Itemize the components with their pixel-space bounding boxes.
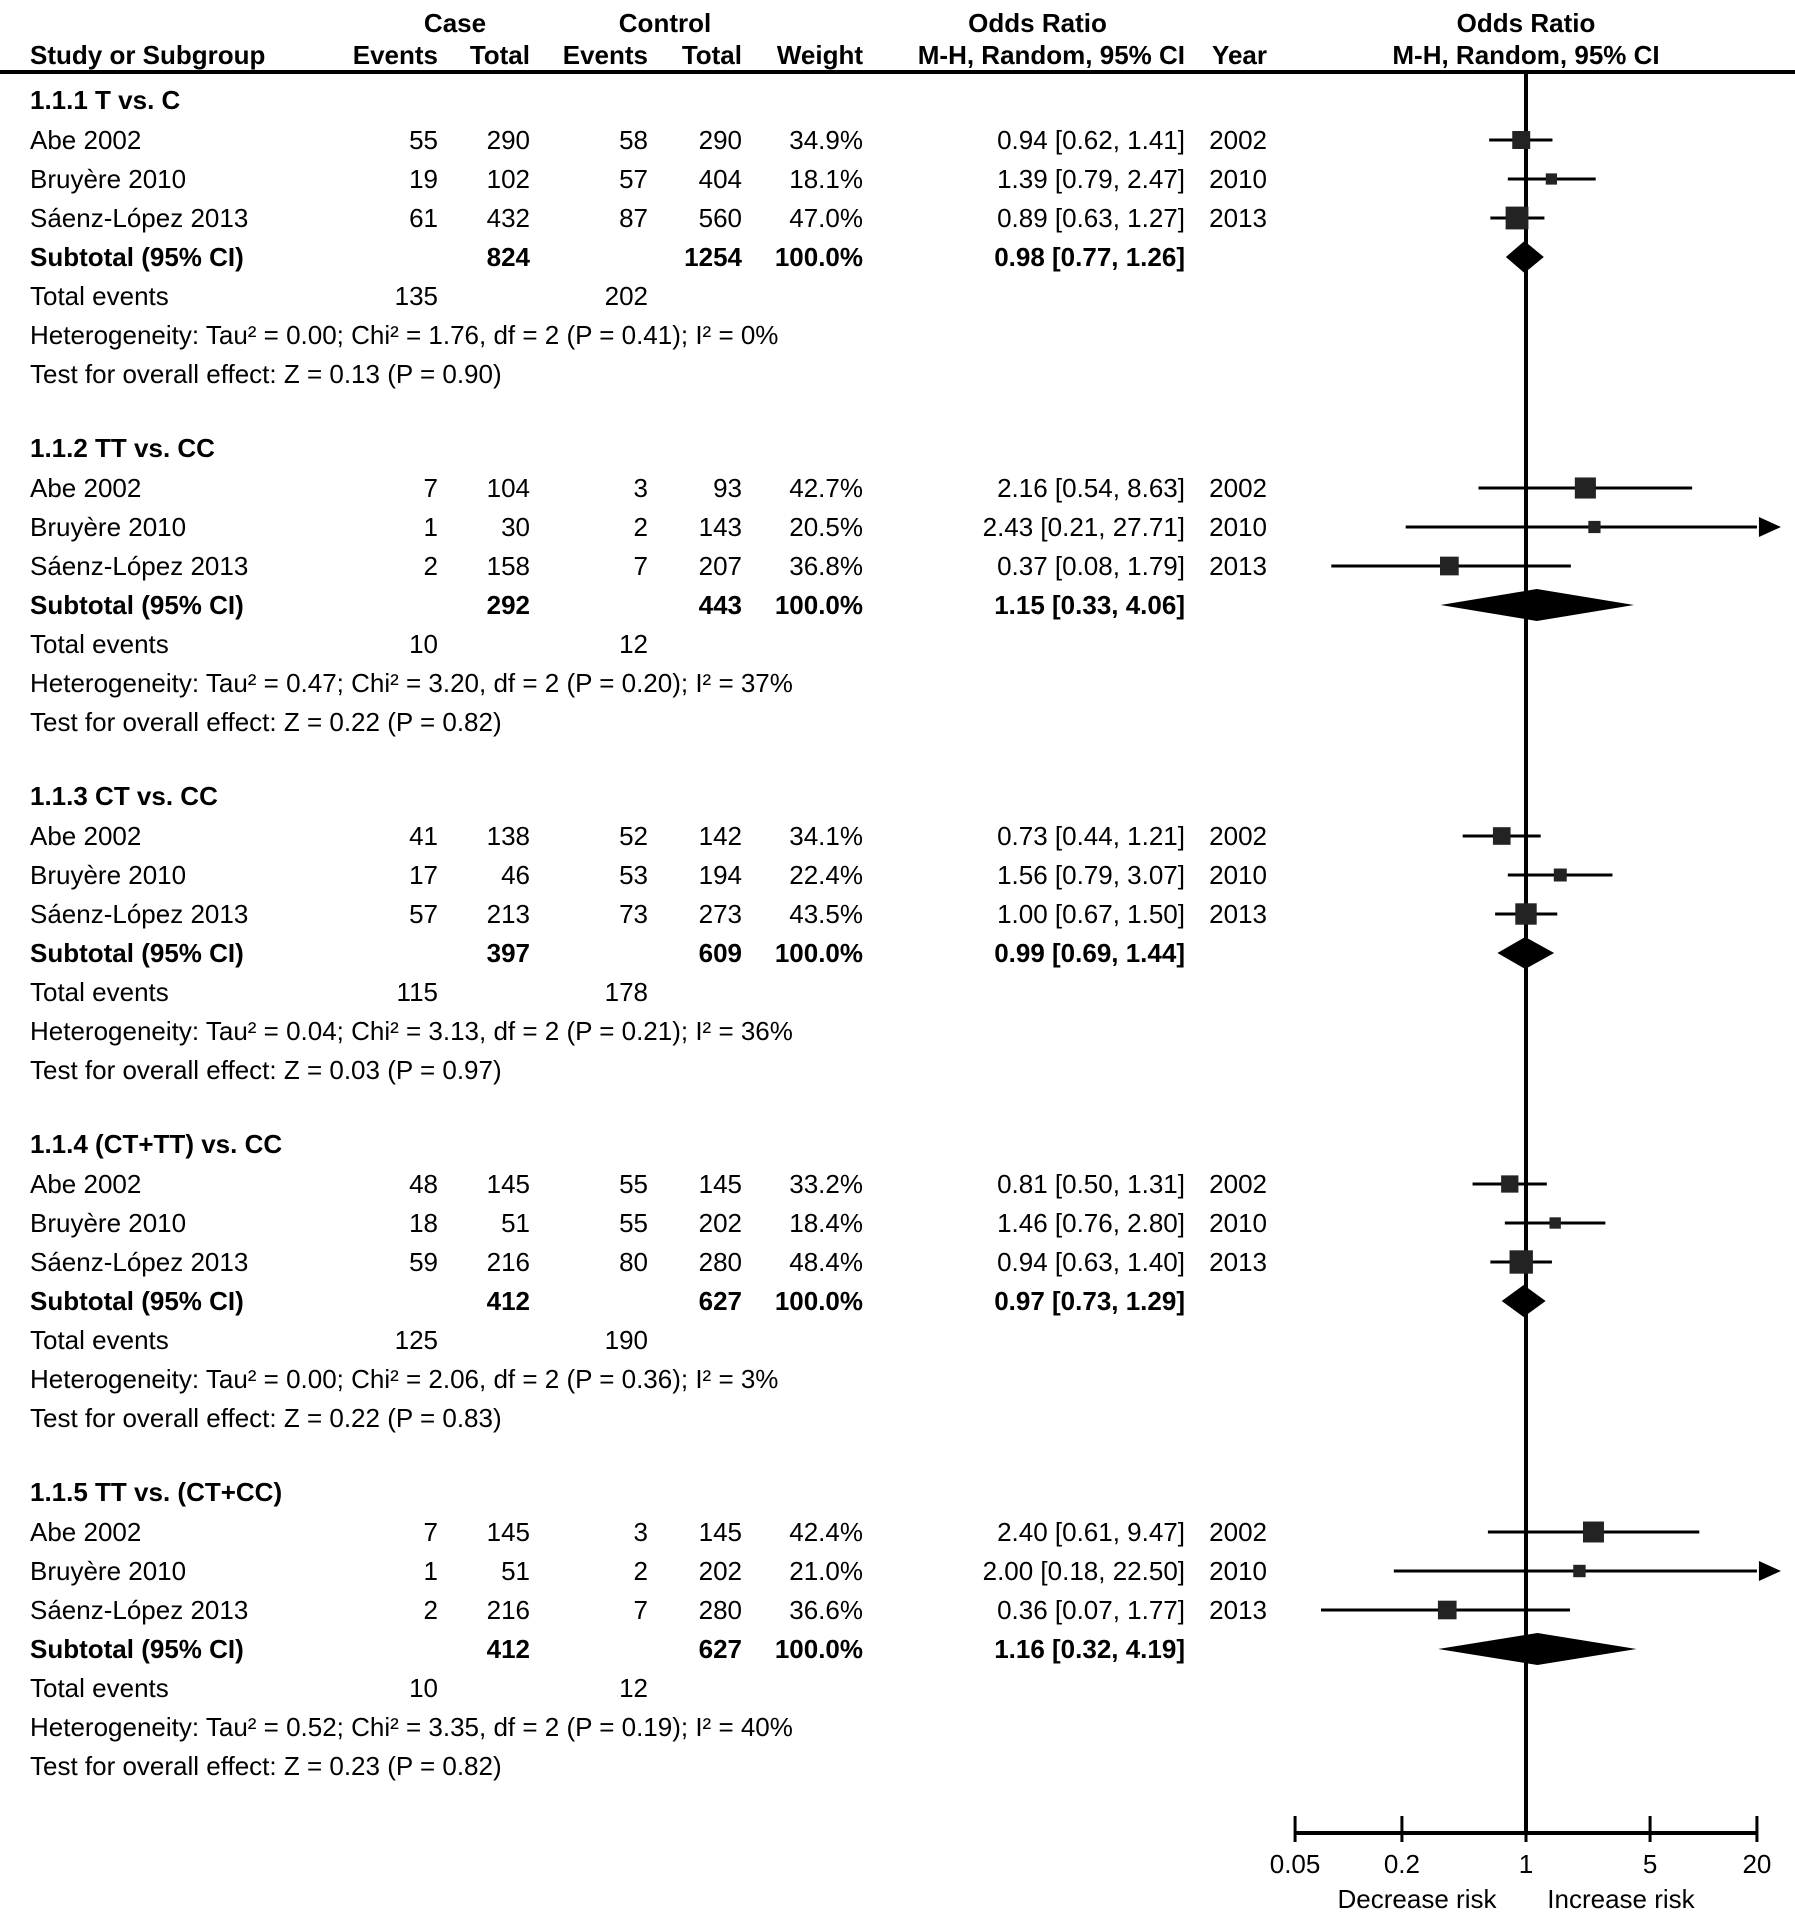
study-year: 2010 — [1209, 1208, 1267, 1238]
study-label: Bruyère 2010 — [30, 1556, 187, 1586]
col-group-case: Case — [423, 8, 487, 38]
study-case-events: 7 — [423, 473, 438, 503]
study-or-ci: 0.94 [0.62, 1.41] — [997, 125, 1185, 155]
total-events-control: 190 — [604, 1325, 648, 1355]
study-control-events: 58 — [619, 125, 648, 155]
subtotal-label: Subtotal (95% CI) — [30, 1634, 244, 1664]
study-label: Bruyère 2010 — [30, 1208, 187, 1238]
total-events-control: 178 — [604, 977, 648, 1007]
study-case-events: 41 — [409, 821, 438, 851]
col-case-events: Events — [352, 40, 438, 70]
study-control-events: 87 — [619, 203, 648, 233]
effect-square — [1515, 903, 1536, 924]
study-weight: 43.5% — [789, 899, 863, 929]
study-or-ci: 1.39 [0.79, 2.47] — [997, 164, 1185, 194]
study-label: Abe 2002 — [30, 125, 142, 155]
subtotal-diamond — [1438, 1633, 1636, 1665]
overall-effect-text: Test for overall effect: Z = 0.13 (P = 0.90) — [30, 359, 502, 389]
heterogeneity-text: Heterogeneity: Tau² = 0.00; Chi² = 2.06, df = 2 (P = 0.36); I² = 3% — [30, 1364, 779, 1394]
heterogeneity-text: Heterogeneity: Tau² = 0.52; Chi² = 3.35, df = 2 (P = 0.19); I² = 40% — [30, 1712, 793, 1742]
effect-square — [1512, 131, 1530, 149]
study-case-events: 48 — [409, 1169, 438, 1199]
col-study-or-subgroup: Study or Subgroup — [30, 40, 266, 70]
heterogeneity-text: Heterogeneity: Tau² = 0.04; Chi² = 3.13, df = 2 (P = 0.21); I² = 36% — [30, 1016, 793, 1046]
section-title: 1.1.3 CT vs. CC — [30, 781, 218, 811]
subtotal-weight: 100.0% — [774, 938, 863, 968]
col-year: Year — [1212, 40, 1267, 70]
total-events-case: 10 — [409, 1673, 438, 1703]
study-case-total: 216 — [486, 1247, 530, 1277]
study-case-events: 19 — [409, 164, 438, 194]
study-year: 2002 — [1209, 1169, 1267, 1199]
study-case-total: 216 — [486, 1595, 530, 1625]
study-case-events: 61 — [409, 203, 438, 233]
study-year: 2010 — [1209, 164, 1267, 194]
decrease-risk-label: Decrease risk — [1337, 1884, 1497, 1914]
ci-arrow-right-icon — [1759, 517, 1781, 537]
study-weight: 42.4% — [789, 1517, 863, 1547]
study-case-total: 46 — [501, 860, 530, 890]
study-year: 2002 — [1209, 821, 1267, 851]
study-case-events: 1 — [423, 1556, 438, 1586]
subtotal-weight: 100.0% — [774, 590, 863, 620]
axis-tick-label: 0.2 — [1383, 1849, 1420, 1879]
study-case-total: 145 — [486, 1169, 530, 1199]
effect-square — [1546, 173, 1557, 184]
total-events-control: 12 — [619, 629, 648, 659]
total-events-case: 135 — [394, 281, 438, 311]
subtotal-case-total: 412 — [486, 1286, 530, 1316]
study-year: 2002 — [1209, 473, 1267, 503]
subtotal-diamond — [1502, 1285, 1546, 1317]
study-control-total: 280 — [698, 1595, 742, 1625]
effect-square — [1573, 1565, 1585, 1577]
study-or-ci: 0.81 [0.50, 1.31] — [997, 1169, 1185, 1199]
subtotal-or-ci: 1.15 [0.33, 4.06] — [994, 590, 1185, 620]
study-control-total: 404 — [698, 164, 742, 194]
study-control-total: 207 — [698, 551, 742, 581]
study-label: Sáenz-López 2013 — [30, 203, 249, 233]
study-case-events: 2 — [423, 551, 438, 581]
effect-square — [1440, 557, 1459, 576]
study-year: 2013 — [1209, 1595, 1267, 1625]
subtotal-diamond — [1506, 241, 1544, 273]
study-year: 2010 — [1209, 512, 1267, 542]
total-events-label: Total events — [30, 281, 169, 311]
subtotal-case-total: 412 — [486, 1634, 530, 1664]
subtotal-weight: 100.0% — [774, 242, 863, 272]
study-control-events: 3 — [633, 1517, 648, 1547]
total-events-control: 202 — [604, 281, 648, 311]
study-case-total: 290 — [486, 125, 530, 155]
axis-tick-label: 20 — [1742, 1849, 1772, 1879]
study-case-total: 145 — [486, 1517, 530, 1547]
study-control-events: 7 — [633, 1595, 648, 1625]
overall-effect-text: Test for overall effect: Z = 0.22 (P = 0.82) — [30, 707, 502, 737]
col-control-total: Total — [681, 40, 742, 70]
study-case-events: 57 — [409, 899, 438, 929]
subtotal-label: Subtotal (95% CI) — [30, 938, 244, 968]
axis-tick-label: 1 — [1518, 1849, 1534, 1879]
study-case-events: 17 — [409, 860, 438, 890]
study-control-events: 2 — [633, 1556, 648, 1586]
study-case-total: 158 — [486, 551, 530, 581]
subtotal-control-total: 627 — [698, 1286, 742, 1316]
study-weight: 34.1% — [789, 821, 863, 851]
subtotal-label: Subtotal (95% CI) — [30, 590, 244, 620]
study-weight: 20.5% — [789, 512, 863, 542]
study-control-total: 290 — [698, 125, 742, 155]
subtotal-case-total: 397 — [486, 938, 530, 968]
effect-square — [1583, 1522, 1604, 1543]
study-control-events: 2 — [633, 512, 648, 542]
study-case-total: 51 — [501, 1556, 530, 1586]
effect-square — [1438, 1601, 1457, 1620]
study-control-total: 202 — [698, 1556, 742, 1586]
plot-group-odds-ratio: Odds Ratio — [1456, 8, 1596, 38]
study-case-total: 102 — [486, 164, 530, 194]
study-label: Bruyère 2010 — [30, 860, 187, 890]
subtotal-case-total: 824 — [486, 242, 530, 272]
study-or-ci: 0.94 [0.63, 1.40] — [997, 1247, 1185, 1277]
study-control-events: 55 — [619, 1169, 648, 1199]
subtotal-or-ci: 0.98 [0.77, 1.26] — [994, 242, 1185, 272]
study-label: Abe 2002 — [30, 473, 142, 503]
section-title: 1.1.1 T vs. C — [30, 85, 181, 115]
total-events-label: Total events — [30, 1673, 169, 1703]
study-weight: 47.0% — [789, 203, 863, 233]
heterogeneity-text: Heterogeneity: Tau² = 0.47; Chi² = 3.20, df = 2 (P = 0.20); I² = 37% — [30, 668, 793, 698]
study-year: 2010 — [1209, 860, 1267, 890]
plot-col-mh-random-ci: M-H, Random, 95% CI — [1392, 40, 1660, 70]
total-events-case: 125 — [394, 1325, 438, 1355]
subtotal-case-total: 292 — [486, 590, 530, 620]
study-weight: 22.4% — [789, 860, 863, 890]
study-control-total: 202 — [698, 1208, 742, 1238]
study-label: Abe 2002 — [30, 1517, 142, 1547]
subtotal-diamond — [1497, 937, 1554, 969]
col-case-total: Total — [469, 40, 530, 70]
study-weight: 33.2% — [789, 1169, 863, 1199]
study-weight: 18.4% — [789, 1208, 863, 1238]
col-group-odds-ratio: Odds Ratio — [968, 8, 1107, 38]
subtotal-or-ci: 1.16 [0.32, 4.19] — [994, 1634, 1185, 1664]
study-case-total: 432 — [486, 203, 530, 233]
study-case-events: 2 — [423, 1595, 438, 1625]
study-weight: 48.4% — [789, 1247, 863, 1277]
subtotal-control-total: 443 — [698, 590, 742, 620]
study-or-ci: 0.73 [0.44, 1.21] — [997, 821, 1185, 851]
study-label: Sáenz-López 2013 — [30, 899, 249, 929]
study-case-events: 55 — [409, 125, 438, 155]
study-control-total: 560 — [698, 203, 742, 233]
effect-square — [1493, 827, 1511, 845]
study-case-total: 104 — [486, 473, 530, 503]
study-or-ci: 2.43 [0.21, 27.71] — [982, 512, 1185, 542]
study-year: 2013 — [1209, 1247, 1267, 1277]
study-label: Bruyère 2010 — [30, 164, 187, 194]
study-control-total: 280 — [698, 1247, 742, 1277]
study-or-ci: 1.46 [0.76, 2.80] — [997, 1208, 1185, 1238]
section-title: 1.1.5 TT vs. (CT+CC) — [30, 1477, 283, 1507]
study-weight: 18.1% — [789, 164, 863, 194]
study-or-ci: 2.40 [0.61, 9.47] — [997, 1517, 1185, 1547]
study-label: Sáenz-López 2013 — [30, 1595, 249, 1625]
study-year: 2013 — [1209, 899, 1267, 929]
study-control-events: 52 — [619, 821, 648, 851]
study-control-events: 3 — [633, 473, 648, 503]
effect-square — [1549, 1217, 1560, 1228]
section-title: 1.1.2 TT vs. CC — [30, 433, 215, 463]
col-weight: Weight — [776, 40, 863, 70]
col-group-control: Control — [618, 8, 712, 38]
study-case-events: 18 — [409, 1208, 438, 1238]
axis-tick-label: 0.05 — [1269, 1849, 1321, 1879]
study-weight: 36.8% — [789, 551, 863, 581]
subtotal-weight: 100.0% — [774, 1286, 863, 1316]
study-or-ci: 0.37 [0.08, 1.79] — [997, 551, 1185, 581]
increase-risk-label: Increase risk — [1547, 1884, 1695, 1914]
study-control-events: 7 — [633, 551, 648, 581]
col-control-events: Events — [562, 40, 648, 70]
study-weight: 34.9% — [789, 125, 863, 155]
study-control-events: 55 — [619, 1208, 648, 1238]
study-weight: 42.7% — [789, 473, 863, 503]
study-or-ci: 0.36 [0.07, 1.77] — [997, 1595, 1185, 1625]
study-case-total: 213 — [486, 899, 530, 929]
study-year: 2002 — [1209, 1517, 1267, 1547]
overall-effect-text: Test for overall effect: Z = 0.03 (P = 0.97) — [30, 1055, 502, 1085]
study-label: Sáenz-López 2013 — [30, 551, 249, 581]
study-control-total: 145 — [698, 1517, 742, 1547]
subtotal-or-ci: 0.97 [0.73, 1.29] — [994, 1286, 1185, 1316]
study-control-total: 142 — [698, 821, 742, 851]
study-case-total: 30 — [501, 512, 530, 542]
total-events-label: Total events — [30, 1325, 169, 1355]
overall-effect-text: Test for overall effect: Z = 0.22 (P = 0.83) — [30, 1403, 502, 1433]
axis-tick-label: 5 — [1642, 1849, 1658, 1879]
heterogeneity-text: Heterogeneity: Tau² = 0.00; Chi² = 1.76, df = 2 (P = 0.41); I² = 0% — [30, 320, 779, 350]
study-control-events: 73 — [619, 899, 648, 929]
study-year: 2013 — [1209, 551, 1267, 581]
total-events-case: 115 — [396, 977, 438, 1007]
subtotal-label: Subtotal (95% CI) — [30, 242, 244, 272]
total-events-label: Total events — [30, 977, 169, 1007]
section-title: 1.1.4 (CT+TT) vs. CC — [30, 1129, 283, 1159]
study-year: 2013 — [1209, 203, 1267, 233]
effect-square — [1588, 521, 1600, 533]
study-case-events: 1 — [423, 512, 438, 542]
study-or-ci: 1.00 [0.67, 1.50] — [997, 899, 1185, 929]
effect-square — [1506, 207, 1529, 230]
study-label: Sáenz-López 2013 — [30, 1247, 249, 1277]
subtotal-control-total: 609 — [698, 938, 742, 968]
study-or-ci: 0.89 [0.63, 1.27] — [997, 203, 1185, 233]
study-label: Abe 2002 — [30, 821, 142, 851]
study-control-total: 145 — [698, 1169, 742, 1199]
study-control-total: 143 — [698, 512, 742, 542]
subtotal-diamond — [1441, 589, 1634, 621]
study-control-total: 273 — [698, 899, 742, 929]
total-events-label: Total events — [30, 629, 169, 659]
study-label: Bruyère 2010 — [30, 512, 187, 542]
col-mh-random-ci: M-H, Random, 95% CI — [917, 40, 1185, 70]
effect-square — [1554, 869, 1567, 882]
study-control-events: 57 — [619, 164, 648, 194]
study-year: 2002 — [1209, 125, 1267, 155]
study-weight: 36.6% — [789, 1595, 863, 1625]
overall-effect-text: Test for overall effect: Z = 0.23 (P = 0.82) — [30, 1751, 502, 1781]
effect-square — [1575, 477, 1596, 498]
study-control-total: 93 — [713, 473, 742, 503]
study-or-ci: 1.56 [0.79, 3.07] — [997, 860, 1185, 890]
subtotal-control-total: 1254 — [684, 242, 742, 272]
study-or-ci: 2.00 [0.18, 22.50] — [982, 1556, 1185, 1586]
study-case-events: 59 — [409, 1247, 438, 1277]
study-weight: 21.0% — [789, 1556, 863, 1586]
subtotal-label: Subtotal (95% CI) — [30, 1286, 244, 1316]
effect-square — [1501, 1175, 1518, 1192]
study-case-total: 138 — [486, 821, 530, 851]
study-year: 2010 — [1209, 1556, 1267, 1586]
study-or-ci: 2.16 [0.54, 8.63] — [997, 473, 1185, 503]
study-control-total: 194 — [698, 860, 742, 890]
study-case-total: 51 — [501, 1208, 530, 1238]
subtotal-weight: 100.0% — [774, 1634, 863, 1664]
effect-square — [1510, 1250, 1533, 1273]
study-case-events: 7 — [423, 1517, 438, 1547]
study-label: Abe 2002 — [30, 1169, 142, 1199]
study-control-events: 53 — [619, 860, 648, 890]
total-events-case: 10 — [409, 629, 438, 659]
subtotal-or-ci: 0.99 [0.69, 1.44] — [994, 938, 1185, 968]
ci-arrow-right-icon — [1759, 1561, 1781, 1581]
study-control-events: 80 — [619, 1247, 648, 1277]
total-events-control: 12 — [619, 1673, 648, 1703]
subtotal-control-total: 627 — [698, 1634, 742, 1664]
